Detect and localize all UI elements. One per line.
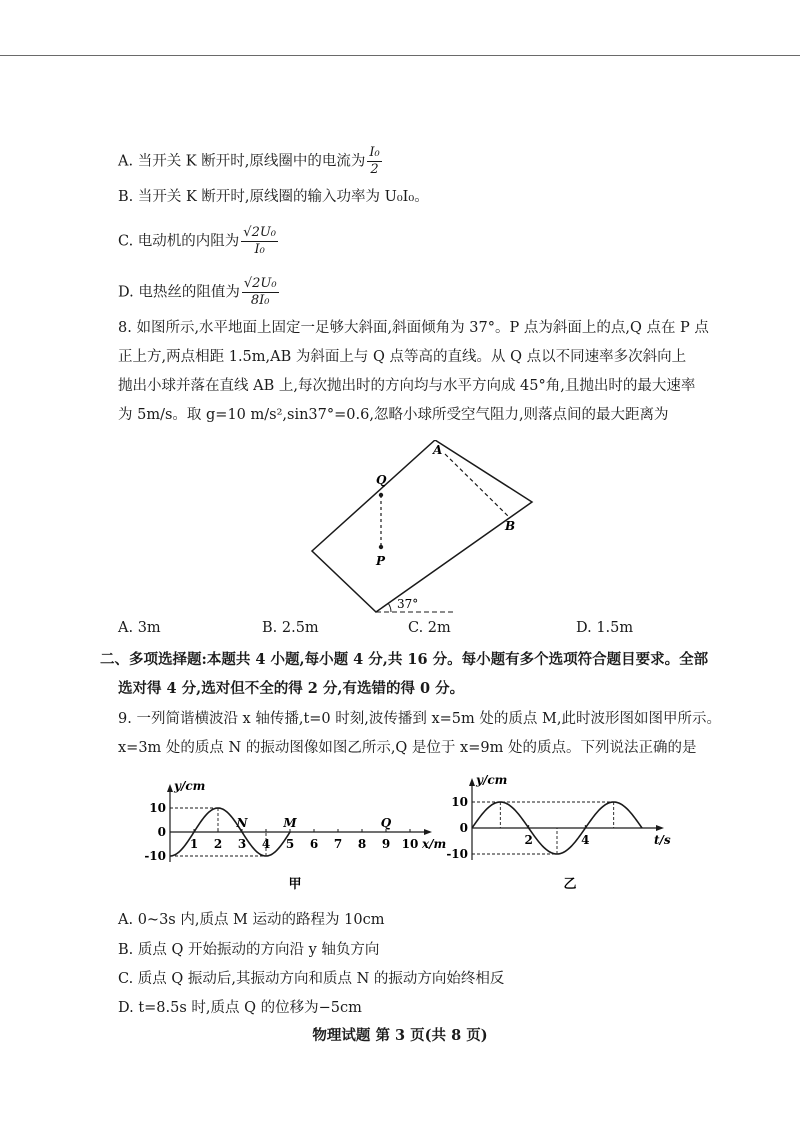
yi-ytick-label: -10 [446, 847, 468, 861]
label-p: P [376, 554, 386, 568]
label-q: Q [376, 473, 387, 487]
jia-xtick-label: 4 [261, 837, 271, 851]
q9-line-1: 9. 一列简谐横波沿 x 轴传播,t=0 时刻,波传播到 x=5m 处的质点 M,此时波形图如图甲所示。 [118, 711, 721, 727]
q8-line-1: 8. 如图所示,水平地面上固定一足够大斜面,斜面倾角为 37°。P 点为斜面上的点,Q 点在 P 点 [118, 320, 709, 336]
yi-x-arrow [656, 825, 664, 831]
q9-option-c: C. 质点 Q 振动后,其振动方向和质点 N 的振动方向始终相反 [118, 971, 505, 987]
q8-slope-figure [300, 440, 560, 620]
yi-xtick-label: 2 [524, 833, 533, 847]
q7-option-d-text: D. 电热丝的阻值为 [118, 284, 240, 301]
jia-xtick-label: 7 [333, 837, 343, 851]
q7-option-a-text: A. 当开关 K 断开时,原线圈中的电流为 [118, 153, 366, 170]
q8-line-4: 为 5m/s。取 g=10 m/s²,sin37°=0.6,忽略小球所受空气阻力,则落点间的最大距离为 [118, 407, 669, 423]
q9-option-b: B. 质点 Q 开始振动的方向沿 y 轴负方向 [118, 942, 380, 958]
jia-xtick-label: 9 [381, 837, 391, 851]
jia-xtick-label: 2 [213, 837, 223, 851]
q9-option-a: A. 0~3s 内,质点 M 运动的路程为 10cm [118, 912, 385, 928]
q8-line-3: 抛出小球并落在直线 AB 上,每次抛出时的方向均与水平方向成 45°角,且抛出时的最大速率 [118, 378, 696, 394]
jia-xtick-label: 6 [309, 837, 319, 851]
yi-ytick-label: 0 [459, 821, 468, 835]
jia-ytick-label: 0 [157, 825, 166, 839]
jia-annotation: Q [380, 816, 392, 830]
jia-annotation: M [283, 816, 297, 830]
label-angle: 37° [397, 597, 419, 611]
q9-line-2: x=3m 处的质点 N 的振动图像如图乙所示,Q 是位于 x=9m 处的质点。下列说法正确的是 [118, 740, 697, 756]
fraction-c: $\frac{\text{√2U₀}}{\text{I₀}}$ [243, 225, 277, 257]
q7-option-c-text: C. 电动机的内阻为 [118, 233, 240, 250]
q7-option-a [118, 145, 382, 178]
jia-xlabel: x/m [422, 837, 447, 851]
q7-option-d [118, 276, 279, 309]
jia-annotation: N [236, 816, 248, 830]
q8-choice-b: B. 2.5m [262, 620, 319, 636]
chart-jia [140, 766, 450, 901]
chart-yi-title: 乙 [563, 877, 577, 892]
q8-choice-c: C. 2m [408, 620, 451, 636]
q8-line-2: 正上方,两点相距 1.5m,AB 为斜面上与 Q 点等高的直线。从 Q 点以不同速率多次斜向上 [118, 349, 687, 365]
section2-line-2: 选对得 4 分,选对但不全的得 2 分,有选错的得 0 分。 [118, 680, 465, 697]
line-ab [445, 454, 510, 518]
jia-x-arrow [424, 829, 432, 835]
top-divider [0, 55, 800, 56]
jia-ytick-label: 10 [149, 801, 166, 815]
label-b: B [505, 519, 516, 533]
chart-yi [440, 766, 700, 901]
slope-plane [312, 440, 532, 612]
jia-xtick-label: 5 [285, 837, 295, 851]
point-p [379, 545, 383, 549]
yi-xlabel: t/s [654, 833, 671, 847]
jia-xtick-label: 1 [189, 837, 199, 851]
angle-arc [388, 603, 391, 612]
jia-xtick-label: 8 [357, 837, 367, 851]
label-a: A [433, 443, 443, 457]
page-footer: 物理试题 第 3 页(共 8 页) [312, 1027, 488, 1044]
q8-choice-a: A. 3m [118, 620, 161, 636]
q7-option-b: B. 当开关 K 断开时,原线圈的输入功率为 U₀I₀。 [118, 189, 429, 205]
yi-ytick-label: 10 [451, 795, 468, 809]
jia-xtick-label: 10 [401, 837, 419, 851]
yi-y-arrow [469, 778, 475, 786]
q9-option-d: D. t=8.5s 时,质点 Q 的位移为−5cm [118, 1000, 362, 1016]
chart-jia-title: 甲 [288, 877, 302, 892]
jia-ytick-label: -10 [144, 849, 166, 863]
jia-xtick-label: 3 [237, 837, 247, 851]
point-q [379, 493, 383, 497]
section2-line-1: 二、多项选择题:本题共 4 小题,每小题 4 分,共 16 分。每小题有多个选项符合题目要求。全部 [100, 651, 709, 668]
jia-y-arrow [167, 784, 173, 792]
yi-ylabel: y/cm [476, 773, 508, 787]
yi-xtick-label: 4 [581, 833, 590, 847]
fraction-d: $\frac{\text{√2U₀}}{\text{8I₀}}$ [243, 276, 277, 308]
jia-ylabel: y/cm [174, 779, 206, 793]
fraction-a: $\frac{\text{I₀}}{2}$ [369, 145, 380, 177]
q8-choice-d: D. 1.5m [576, 620, 634, 636]
q7-option-c [118, 225, 278, 258]
